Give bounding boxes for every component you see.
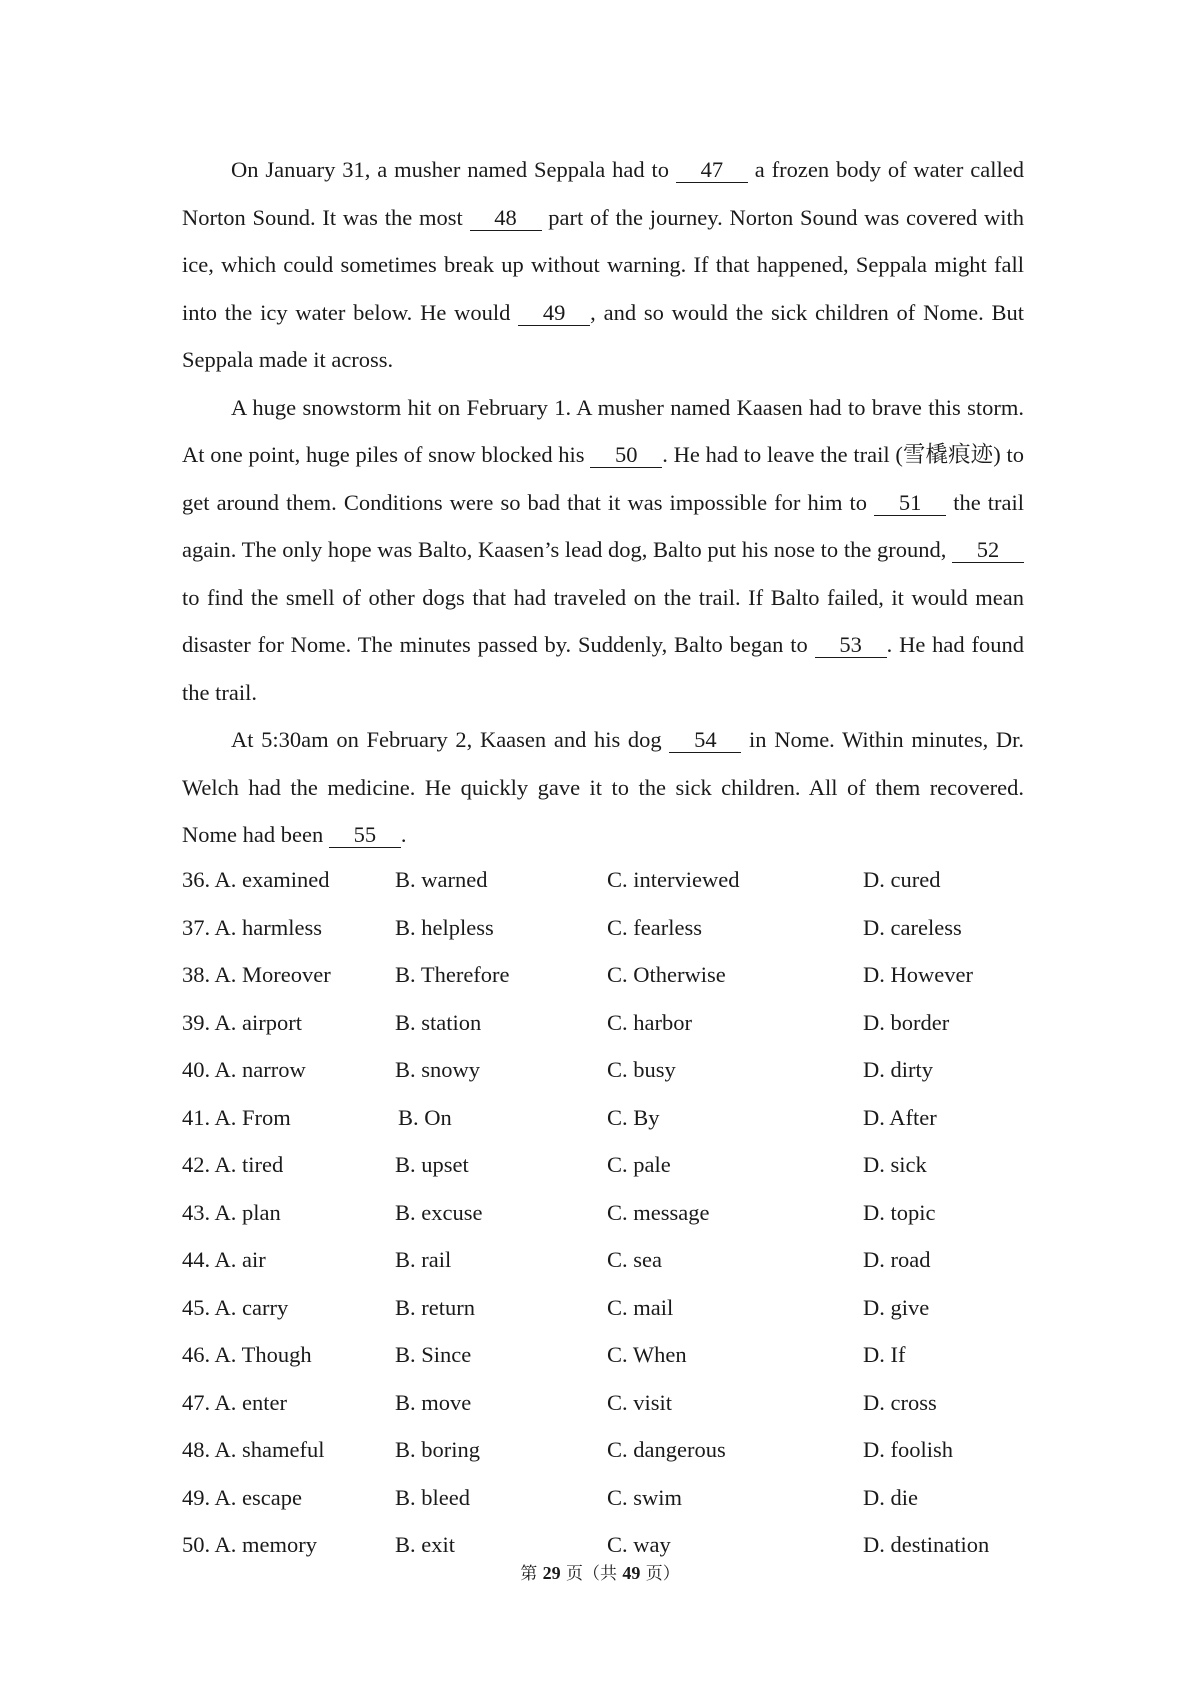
option-a: 36. A. examined — [182, 867, 330, 892]
passage — [182, 146, 1024, 859]
option-c: C. dangerous — [607, 1437, 726, 1462]
blank-47: 47 — [676, 158, 748, 183]
option-c: C. way — [607, 1532, 671, 1557]
option-c: C. pale — [607, 1152, 671, 1177]
option-b: B. rail — [395, 1247, 452, 1272]
text: to find the smell of other dogs that had traveled on the trail. If Balto failed, it would mean disaster for Nome. The minutes passed by. Suddenly, Balto began to — [182, 584, 1024, 657]
option-d: D. road — [863, 1247, 931, 1272]
option-d: D. careless — [863, 914, 962, 940]
option-a: 49. A. escape — [182, 1484, 302, 1510]
option-row-39 — [182, 999, 1042, 1047]
footer-text: 页） — [640, 1564, 680, 1584]
option-a: 46. A. Though — [182, 1342, 312, 1367]
option-a: 50. A. memory — [182, 1532, 317, 1557]
option-b: B. excuse — [395, 1199, 483, 1225]
option-b: B. return — [395, 1294, 475, 1320]
option-d: D. give — [863, 1294, 930, 1320]
option-row-49 — [182, 1474, 1042, 1522]
option-b: B. snowy — [395, 1057, 481, 1082]
option-b: B. On — [398, 1104, 452, 1130]
page-number: 29 — [542, 1563, 561, 1583]
option-b: B. bleed — [395, 1484, 470, 1510]
option-b: B. move — [395, 1389, 472, 1415]
option-d: D. sick — [863, 1152, 927, 1177]
footer-text: 第 — [520, 1564, 543, 1584]
option-c: C. Otherwise — [607, 962, 726, 987]
paragraph-3 — [182, 716, 1024, 859]
option-b: B. Since — [395, 1342, 472, 1367]
option-a: 40. A. narrow — [182, 1057, 306, 1082]
option-a: 42. A. tired — [182, 1152, 284, 1177]
text: a frozen body of water called Norton Sound. It was the most — [182, 157, 1024, 230]
text: On January 31, a musher named Seppala had to — [231, 157, 676, 182]
options-list — [182, 856, 1042, 1569]
option-c: C. fearless — [607, 914, 702, 940]
option-row-37 — [182, 904, 1042, 952]
option-c: C. By — [607, 1104, 660, 1130]
option-a: 47. A. enter — [182, 1389, 287, 1415]
blank-55: 55 — [329, 823, 401, 848]
option-d: D. However — [863, 962, 973, 987]
text: . — [400, 822, 407, 847]
text: the trail again. The only hope was Balto, Kaasen’s lead dog, Balto put his nose to the ground, — [182, 489, 1024, 562]
option-c: C. busy — [607, 1057, 676, 1082]
option-d: D. cross — [863, 1389, 937, 1415]
option-d: D. After — [863, 1104, 937, 1130]
blank-48: 48 — [470, 206, 542, 231]
option-d: D. dirty — [863, 1057, 933, 1082]
page-footer — [0, 1559, 1200, 1584]
option-c: C. interviewed — [607, 867, 740, 892]
blank-51: 51 — [874, 491, 946, 516]
option-row-43 — [182, 1189, 1042, 1237]
option-row-45 — [182, 1284, 1042, 1332]
blank-54: 54 — [669, 728, 741, 753]
text: A huge snowstorm hit on February 1. A musher named Kaasen had to brave this storm. At one point, huge piles of snow blocked his — [182, 394, 1024, 467]
text: . He had found the trail. — [182, 632, 1024, 705]
option-a: 48. A. shameful — [182, 1437, 325, 1462]
blank-52: 52 — [952, 538, 1024, 563]
option-b: B. upset — [395, 1152, 469, 1177]
option-a: 45. A. carry — [182, 1294, 289, 1320]
text: in Nome. Within minutes, Dr. Welch had the medicine. He quickly gave it to the sick children. All of them recovered. Nome had been — [182, 727, 1024, 847]
text: part of the journey. Norton Sound was covered with ice, which could sometimes break up without warning. If that happened, Seppala might fall into the icy water below. He would — [182, 204, 1024, 325]
blank-50: 50 — [590, 443, 662, 468]
option-d: D. border — [863, 1009, 950, 1035]
option-row-42 — [182, 1141, 1042, 1189]
text: , and so would the sick children of Nome. But Seppala made it across. — [182, 299, 1024, 372]
option-d: D. die — [863, 1484, 918, 1510]
option-row-46 — [182, 1331, 1042, 1379]
option-b: B. exit — [395, 1532, 455, 1557]
option-row-44 — [182, 1236, 1042, 1284]
option-a: 39. A. airport — [182, 1009, 302, 1035]
option-b: B. station — [395, 1009, 482, 1035]
option-b: B. warned — [395, 867, 488, 892]
option-a: 37. A. harmless — [182, 914, 322, 940]
option-b: B. Therefore — [395, 962, 510, 987]
option-d: D. topic — [863, 1199, 936, 1225]
blank-53: 53 — [815, 633, 887, 658]
option-c: C. sea — [607, 1247, 662, 1272]
option-row-41 — [182, 1094, 1042, 1142]
option-row-47 — [182, 1379, 1042, 1427]
option-c: C. When — [607, 1342, 687, 1367]
option-a: 38. A. Moreover — [182, 962, 331, 987]
text: At 5:30am on February 2, Kaasen and his dog — [231, 727, 670, 752]
paragraph-1 — [182, 146, 1024, 384]
option-d: D. cured — [863, 867, 941, 892]
footer-text: 页（共 — [560, 1564, 623, 1584]
option-c: C. harbor — [607, 1009, 692, 1035]
option-c: C. mail — [607, 1294, 674, 1320]
option-b: B. boring — [395, 1437, 481, 1462]
option-row-48 — [182, 1426, 1042, 1474]
text: . He had to leave the trail (雪橇痕迹) to get around them. Conditions were so bad that it was impossible for him to — [182, 442, 1024, 515]
option-b: B. helpless — [395, 914, 494, 940]
option-row-36 — [182, 856, 1042, 904]
paragraph-2 — [182, 384, 1024, 717]
option-c: C. visit — [607, 1389, 673, 1415]
option-a: 43. A. plan — [182, 1199, 281, 1225]
option-c: C. message — [607, 1199, 710, 1225]
total-pages: 49 — [622, 1563, 641, 1583]
option-d: D. destination — [863, 1532, 990, 1557]
option-d: D. foolish — [863, 1437, 953, 1462]
blank-49: 49 — [518, 301, 590, 326]
option-row-40 — [182, 1046, 1042, 1094]
option-d: D. If — [863, 1342, 906, 1367]
option-row-38 — [182, 951, 1042, 999]
option-c: C. swim — [607, 1484, 683, 1510]
option-a: 41. A. From — [182, 1104, 291, 1130]
option-a: 44. A. air — [182, 1247, 266, 1272]
